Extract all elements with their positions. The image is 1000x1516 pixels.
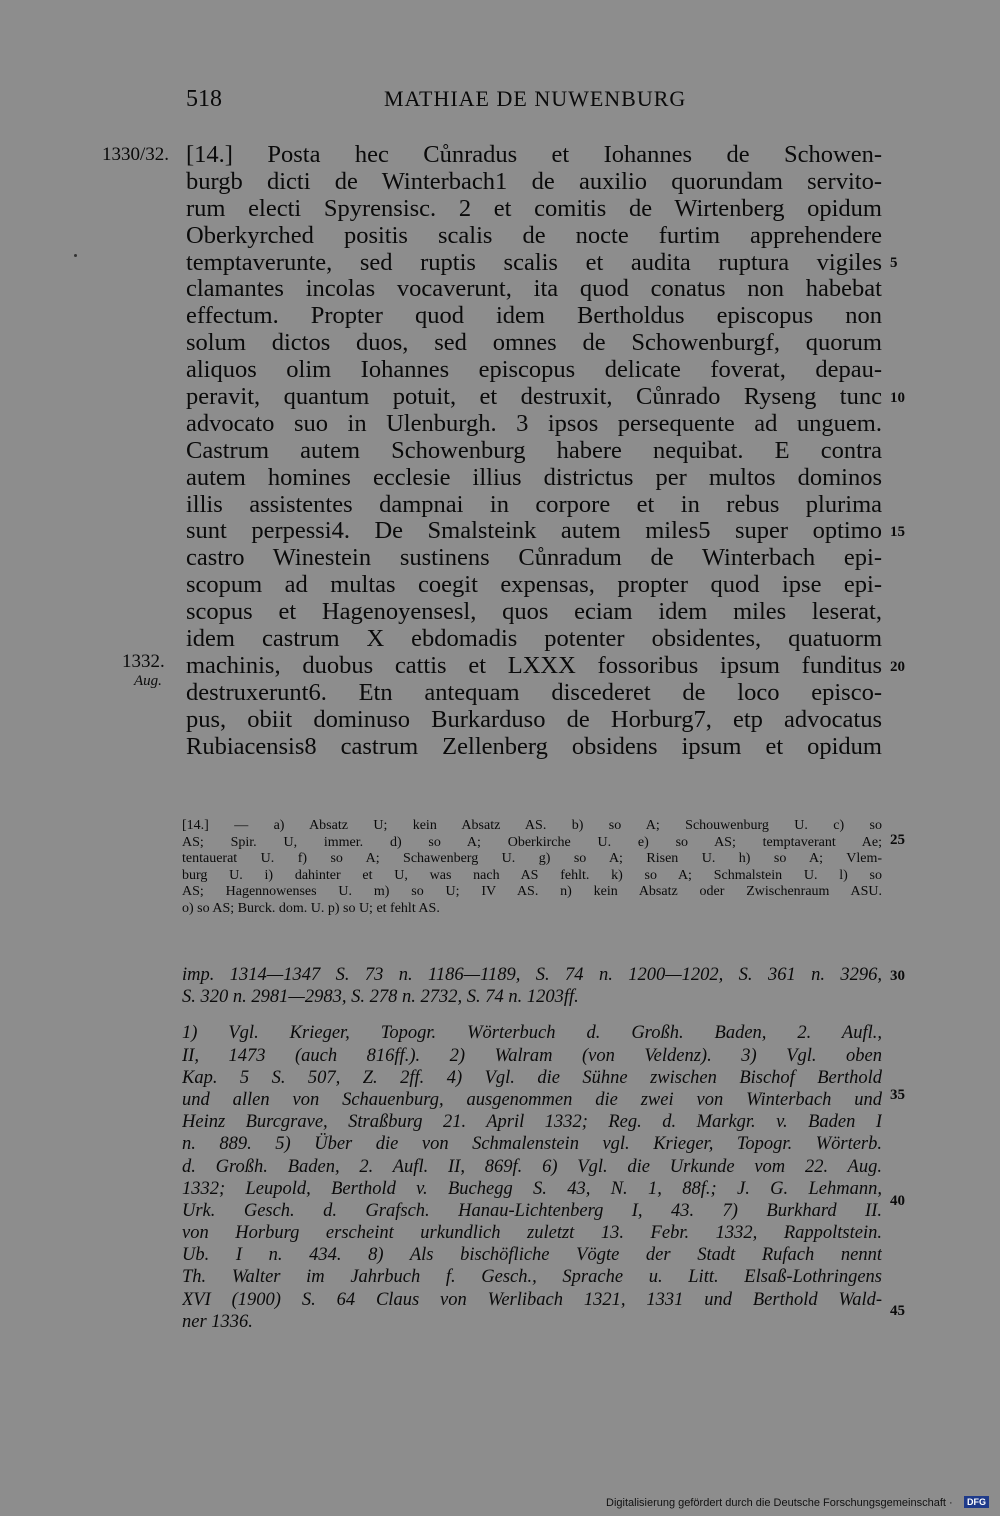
main-line: clamantes incolas vocaverunt, ita quod conatus non habebat [186,276,882,303]
main-line: effectum. Propter quod idem Bertholdus episcopus non [186,303,882,330]
note-line: ner 1336. [182,1311,253,1332]
note-line: S. 320 n. 2981—2983, S. 278 n. 2732, S. 74 n. 1203ff. [182,987,579,1008]
note-line: Heinz Burcgrave, Straßburg 21. April 1332; Reg. d. Markgr. v. Baden I [182,1112,882,1133]
side-date-1332 [122,651,165,690]
note-line: imp. 1314—1347 S. 73 n. 1186—1189, S. 74 n. 1200—1202, S. 361 n. 3296, [182,965,882,985]
running-title: MATHIAE DE NUWENBURG [384,86,687,111]
main-text-block [186,142,882,760]
line-number-25: 25 [890,832,905,848]
note-line: II, 1473 (auch 816ff.). 2) Walram (von Veldenz). 3) Vgl. oben [182,1045,882,1066]
main-line: advocato suo in Ulenburgh. 3 ipsos persequente ad unguem. [186,410,882,437]
note-line: von Horburg erscheint urkundlich zuletzt 13. Febr. 1332, Rappoltstein. [182,1223,882,1244]
line-number-20: 20 [890,659,905,675]
line-number-40: 40 [890,1193,905,1209]
note-line: XVI (1900) S. 64 Claus von Werlibach 1321, 1331 und Berthold Wald- [182,1289,882,1310]
main-line: Castrum autem Schowenburg habere nequibat. E contra [186,437,882,464]
main-line: [14.] Posta hec Cůnradus et Iohannes de Schowen- [186,142,882,168]
main-line: rum electi Spyrensisc. 2 et comitis de Wirtenberg opidum [186,195,882,222]
note-line: Kap. 5 S. 507, Z. 2ff. 4) Vgl. die Sühne zwischen Bischof Berthold [182,1067,882,1088]
main-line: machinis, duobus cattis et LXXX fossoribus ipsum funditus [186,652,882,679]
main-line: burgb dicti de Winterbach1 de auxilio quorundam servito- [186,168,882,195]
footnotes [182,964,882,1333]
main-line: sunt perpessi4. De Smalsteink autem miles5 super optimo [186,518,882,545]
line-number-45: 45 [890,1303,905,1319]
dfg-logo: DFG [964,1496,989,1508]
side-date-year: 1332. [122,651,165,672]
apparatus-line: AS; Hagennowenses U. m) so U; IV AS. n) kein Absatz oder Zwischenraum ASU. [182,884,882,899]
main-line: temptaverunte, sed ruptis scalis et audita ruptura vigiles [186,249,882,276]
scan-speck [74,254,77,257]
apparatus-line: tentauerat U. f) so A; Schawenberg U. g) so A; Risen U. h) so A; Vlem- [182,851,882,866]
main-line: Oberkyrched positis scalis de nocte furtim apprehendere [186,222,882,249]
main-line: castro Winestein sustinens Cůnradum de Winterbach epi- [186,545,882,572]
side-date-month: Aug. [134,673,162,689]
line-number-35: 35 [890,1087,905,1103]
side-date-1330: 1330/32. [102,144,170,165]
apparatus-line: [14.] — a) Absatz U; kein Absatz AS. b) so A; Schouwenburg U. c) so [182,818,882,833]
note-line: 1) Vgl. Krieger, Topogr. Wörterbuch d. Großh. Baden, 2. Aufl., [182,1023,882,1044]
main-line: solum dictos duos, sed omnes de Schowenburgf, quorum [186,330,882,357]
main-line: aliquos olim Iohannes episcopus delicate foverat, depau- [186,357,882,384]
main-line: Rubiacensis8 castrum Zellenberg obsidens ipsum et opidum [186,733,882,760]
main-line: autem homines ecclesie illius districtus per multos dominos [186,464,882,491]
note-gap [182,1008,882,1022]
apparatus-line: burg U. i) dahinter et U, was nach AS fehlt. k) so A; Schmalstein U. l) so [182,867,882,883]
note-line: n. 889. 5) Über die von Schmalenstein vgl. Krieger, Topogr. Wörterb. [182,1134,882,1155]
apparatus-line: AS; Spir. U, immer. d) so A; Oberkirche U. e) so AS; temptaverant Ae; [182,834,882,850]
line-number-30: 30 [890,968,905,984]
page-number: 518 [186,86,222,112]
apparatus-line: o) so AS; Burck. dom. U. p) so U; et fehlt AS. [182,900,440,916]
note-line: 1332; Leupold, Berthold v. Buchegg S. 43, N. 1, 88f.; J. G. Lehmann, [182,1178,882,1199]
main-line: pus, obiit dominuso Burkarduso de Horburg7, etp advocatus [186,706,882,733]
main-line: idem castrum X ebdomadis potenter obsidentes, quatuorm [186,626,882,653]
critical-apparatus [182,818,882,917]
line-number-10: 10 [890,390,905,406]
main-line: destruxerunt6. Etn antequam discederet de loco episco- [186,679,882,706]
main-line: peravit, quantum potuit, et destruxit, Cůnrado Ryseng tunc [186,384,882,411]
main-line: scopum ad multas coegit expensas, propter quod ipse epi- [186,572,882,599]
main-line: illis assistentes dampnai in corpore et in rebus plurima [186,491,882,518]
note-line: Th. Walter im Jahrbuch f. Gesch., Sprache u. Litt. Elsaß-Lothringens [182,1267,882,1288]
main-line: scopus et Hagenoyensesl, quos eciam idem miles leserat, [186,599,882,626]
footer-credit: Digitalisierung gefördert durch die Deutsche Forschungsgemeinschaft · [606,1497,953,1509]
note-line: Ub. I n. 434. 8) Als bischöfliche Vögte der Stadt Rufach nennt [182,1245,882,1266]
line-number-15: 15 [890,524,905,540]
note-line: Urk. Gesch. d. Grafsch. Hanau-Lichtenberg I, 43. 7) Burkhard II. [182,1200,882,1221]
note-line: d. Großh. Baden, 2. Aufl. II, 869f. 6) Vgl. die Urkunde vom 22. Aug. [182,1156,882,1177]
line-number-5: 5 [890,255,898,271]
note-line: und allen von Schauenburg, ausgenommen die zwei von Winterbach und [182,1089,882,1110]
